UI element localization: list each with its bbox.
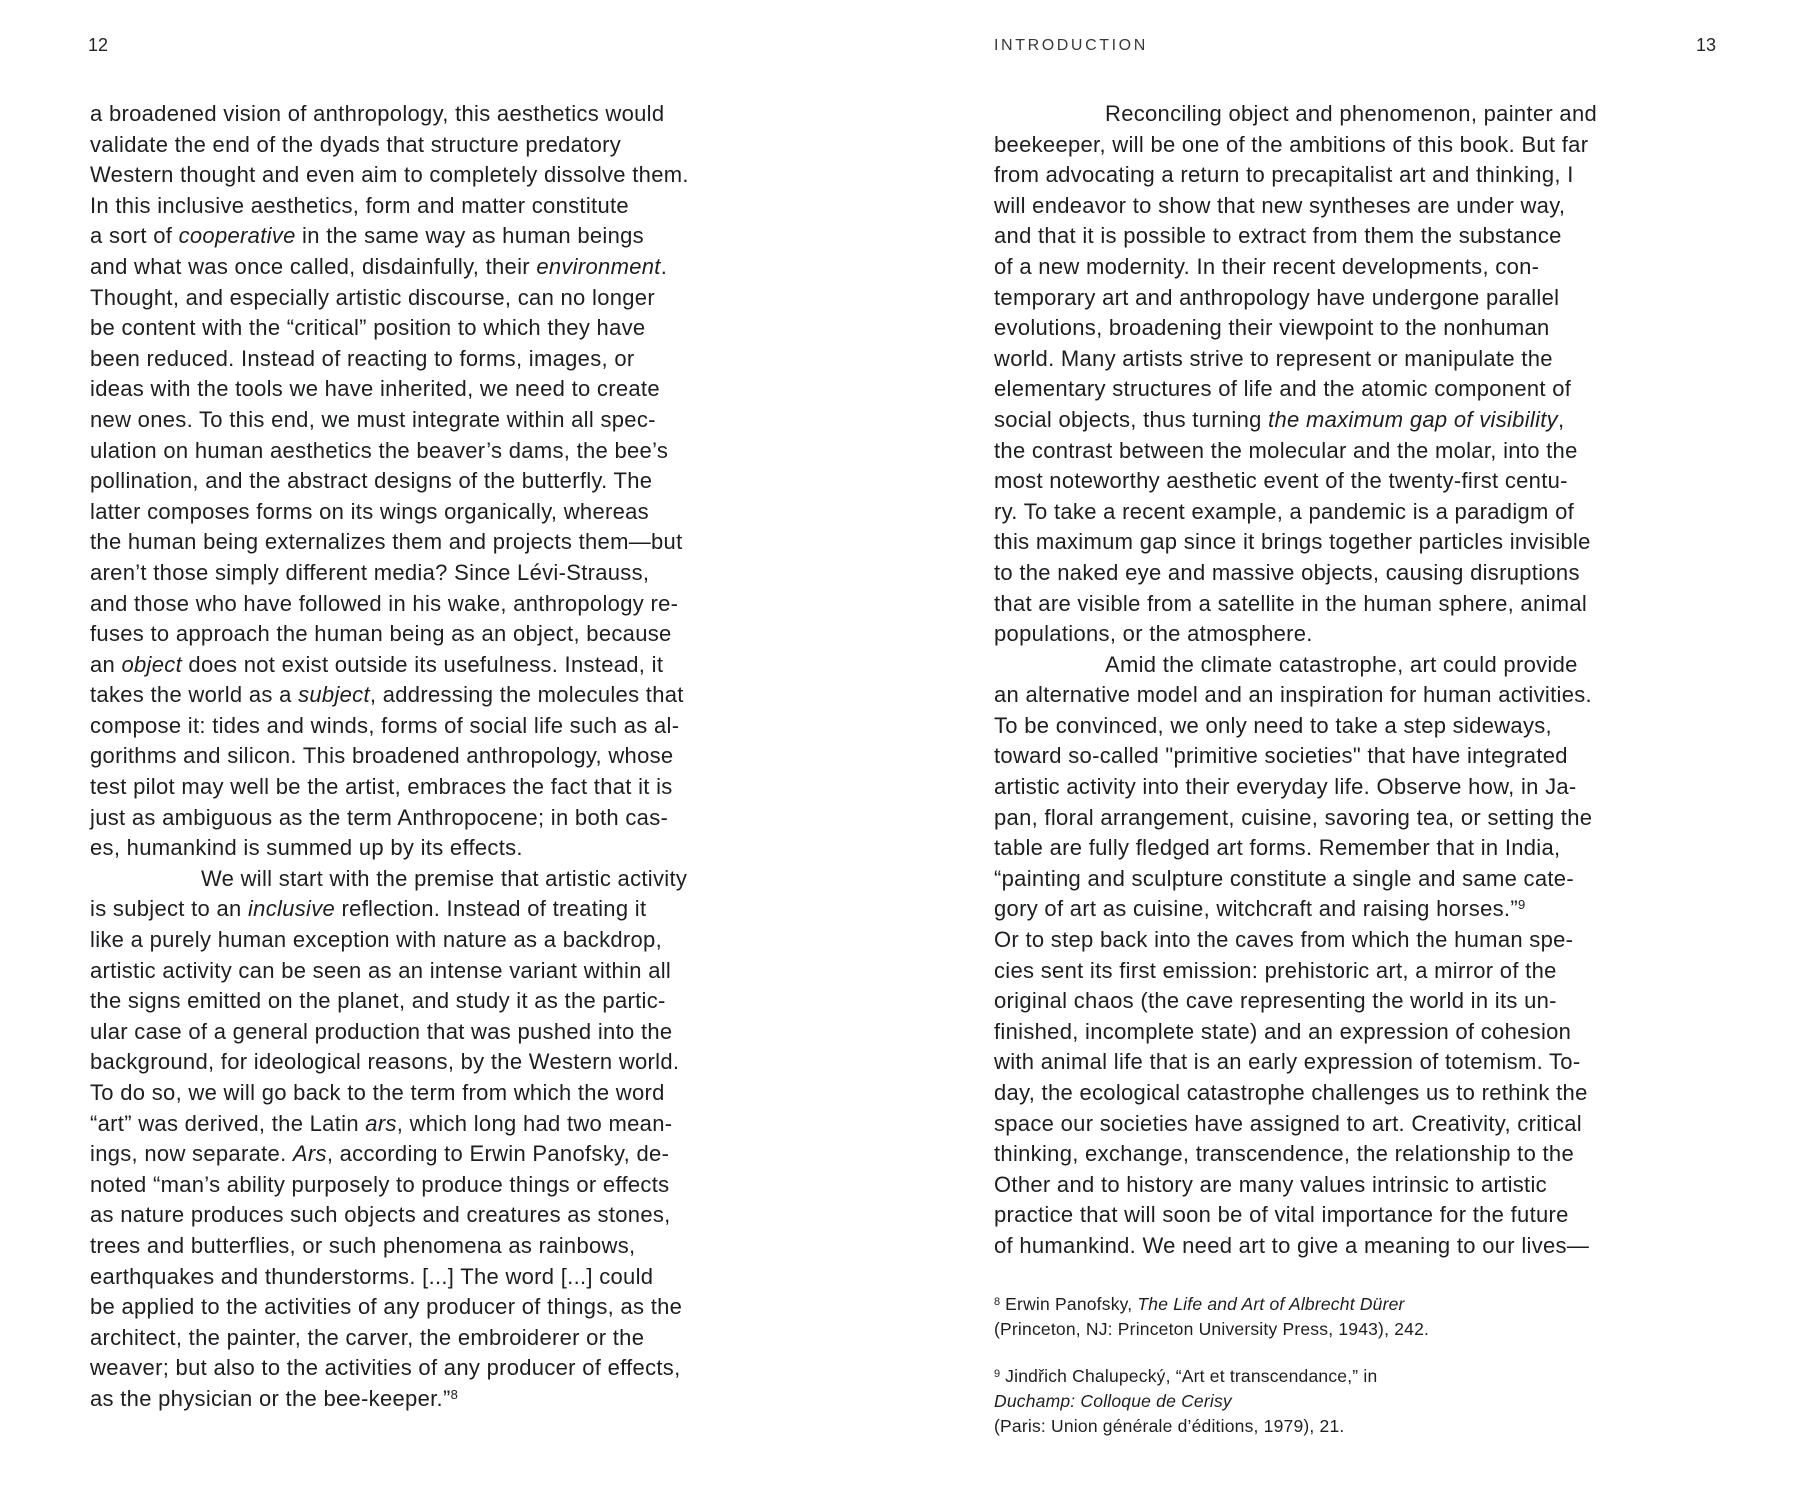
text-line: ry. To take a recent example, a pandemic is a paradigm of [994, 498, 1575, 524]
text-line: that are visible from a satellite in the human sphere, animal [994, 590, 1588, 616]
text-line: pollination, and the abstract designs of the butterfly. The [90, 468, 653, 494]
text-line: cies sent its first emission: prehistoric art, a mirror of the [994, 957, 1557, 983]
emphasized-text: object [121, 651, 182, 677]
footnotes [994, 1292, 1429, 1439]
text-line: earthquakes and thunderstorms. [...] The word [...] could [90, 1263, 654, 1289]
text-line: finished, incomplete state) and an expression of cohesion [994, 1018, 1572, 1044]
text-line: as nature produces such objects and creatures as stones, [90, 1202, 671, 1228]
text-line: aren’t those simply different media? Since Lévi-Strauss, [90, 559, 650, 585]
text-line: will endeavor to show that new syntheses are under way, [994, 192, 1566, 218]
text-line: of a new modernity. In their recent developments, con- [994, 253, 1540, 279]
emphasized-text: The Life and Art of Albrecht Dürer [1137, 1294, 1405, 1314]
text-line: from advocating a return to precapitalist art and thinking, I [994, 162, 1574, 188]
text-line: validate the end of the dyads that structure predatory [90, 131, 622, 157]
text-line: noted “man’s ability purposely to produce things or effects [90, 1171, 670, 1197]
footnote [994, 1364, 1429, 1439]
text-line: $^9$ Jindřich Chalupecký, “Art et transcendance,” in [994, 1366, 1378, 1386]
text-line: gorithms and silicon. This broadened anthropology, whose [90, 743, 674, 769]
text-line: space our societies have assigned to art. Creativity, critical [994, 1110, 1582, 1136]
running-head: INTRODUCTION [994, 37, 1148, 54]
text-line: “art” was derived, the Latin ars, which long had two mean- [90, 1110, 673, 1136]
text-line: Reconciling object and phenomenon, painter and [1105, 101, 1598, 126]
text-line [994, 1389, 1429, 1414]
text-line: compose it: tides and winds, forms of social life such as al- [90, 712, 680, 738]
text-line: latter composes forms on its wings organically, whereas [90, 498, 649, 524]
footnote-marker: 8 [994, 1296, 1001, 1308]
emphasized-text: cooperative [178, 223, 296, 249]
text-line: pan, floral arrangement, cuisine, savoring tea, or setting the [994, 804, 1593, 830]
text-line: been reduced. Instead of reacting to forms, images, or [90, 345, 635, 371]
footnote-marker: 9 [1517, 897, 1526, 913]
text-line: artistic activity can be seen as an intense variant within all [90, 957, 672, 983]
text-line: and what was once called, disdainfully, their environment. [90, 253, 668, 279]
text-line: es, humankind is summed up by its effects. [90, 835, 523, 861]
footnote-marker: 8 [450, 1386, 458, 1402]
text-line: Western thought and even aim to completely dissolve them. [90, 162, 689, 188]
text-line: the contrast between the molecular and the molar, into the [994, 437, 1578, 463]
right-page-text-column [994, 99, 1739, 1262]
text-line: takes the world as a subject, addressing the molecules that [90, 682, 684, 708]
text-line: toward so-called "primitive societies" that have integrated [994, 743, 1568, 769]
text-line: populations, or the atmosphere. [994, 621, 1313, 647]
text-line: to the naked eye and massive objects, causing disruptions [994, 559, 1580, 585]
text-line: beekeeper, will be one of the ambitions of this book. But far [994, 131, 1589, 157]
emphasized-text: environment [536, 253, 661, 279]
emphasized-text: Ars [292, 1141, 327, 1167]
text-line: fuses to approach the human being as an object, because [90, 621, 672, 647]
text-line: temporary art and anthropology have undergone parallel [994, 284, 1560, 310]
emphasized-text: subject [298, 682, 370, 708]
text-line: this maximum gap since it brings together particles invisible [994, 529, 1591, 555]
text-line: and that it is possible to extract from them the substance [994, 223, 1562, 249]
text-line: evolutions, broadening their viewpoint to the nonhuman [994, 315, 1550, 341]
text-line: To do so, we will go back to the term from which the word [90, 1080, 665, 1105]
text-line: artistic activity into their everyday life. Observe how, in Ja- [994, 774, 1577, 800]
page-number-left: 12 [88, 35, 109, 55]
text-line: In this inclusive aesthetics, form and matter constitute [90, 192, 629, 218]
text-line: architect, the painter, the carver, the embroiderer or the [90, 1324, 645, 1350]
text-line: trees and butterflies, or such phenomena as rainbows, [90, 1232, 636, 1258]
text-line: world. Many artists strive to represent or manipulate the [994, 345, 1553, 371]
emphasized-text: Duchamp: Colloque de Cerisy [994, 1391, 1232, 1411]
text-line: Other and to history are many values intrinsic to artistic [994, 1171, 1547, 1197]
text-line: an object does not exist outside its usefulness. Instead, it [90, 651, 664, 677]
text-line: and those who have followed in his wake, anthropology re- [90, 590, 679, 616]
text-line: $^8$ Erwin Panofsky, The Life and Art of Albrecht Dürer [994, 1294, 1405, 1314]
text-line: a broadened vision of anthropology, this aesthetics would [90, 101, 665, 126]
text-line: We will start with the premise that artistic activity [201, 865, 688, 891]
emphasized-text: ars [365, 1110, 397, 1136]
left-page-text-column [90, 99, 835, 1415]
text-line: new ones. To this end, we must integrate within all spec- [90, 406, 656, 432]
text-line: an alternative model and an inspiration for human activities. [994, 682, 1592, 708]
text-line: the human being externalizes them and projects them—but [90, 529, 683, 555]
emphasized-text: inclusive [247, 896, 336, 922]
text-line: gory of art as cuisine, witchcraft and raising horses.”$^9$ [994, 896, 1526, 922]
text-line: with animal life that is an early expression of totemism. To- [994, 1049, 1581, 1075]
footnote-marker: 9 [994, 1368, 1001, 1380]
text-line: Or to step back into the caves from which the human spe- [994, 927, 1574, 953]
text-line: original chaos (the cave representing the world in its un- [994, 988, 1557, 1014]
text-line: of humankind. We need art to give a meaning to our lives— [994, 1232, 1590, 1258]
text-line: a sort of cooperative in the same way as human beings [90, 223, 644, 249]
text-line: ideas with the tools we have inherited, we need to create [90, 376, 660, 402]
footnote [994, 1292, 1429, 1342]
text-line: just as ambiguous as the term Anthropocene; in both cas- [90, 804, 669, 830]
text-line: most noteworthy aesthetic event of the twenty-first centu- [994, 468, 1568, 494]
text-line: ulation on human aesthetics the beaver’s dams, the bee’s [90, 437, 669, 463]
text-line: social objects, thus turning the maximum gap of visibility, [994, 406, 1565, 432]
text-line: “painting and sculpture constitute a single and same cate- [994, 865, 1574, 891]
text-line: (Princeton, NJ: Princeton University Press, 1943), 242. [994, 1319, 1430, 1339]
text-line: test pilot may well be the artist, embraces the fact that it is [90, 774, 673, 800]
page-number-right: 13 [1696, 35, 1717, 55]
text-line: day, the ecological catastrophe challenges us to rethink the [994, 1080, 1588, 1105]
text-line: weaver; but also to the activities of any producer of effects, [90, 1355, 681, 1381]
text-line: the signs emitted on the planet, and study it as the partic- [90, 988, 666, 1014]
text-line: practice that will soon be of vital importance for the future [994, 1202, 1569, 1228]
text-line: background, for ideological reasons, by the Western world. [90, 1049, 680, 1075]
text-line: be applied to the activities of any producer of things, as the [90, 1294, 683, 1320]
text-line: like a purely human exception with nature as a backdrop, [90, 927, 663, 953]
text-line: elementary structures of life and the atomic component of [994, 376, 1572, 402]
text-line: is subject to an inclusive reflection. Instead of treating it [90, 896, 647, 922]
text-line: Amid the climate catastrophe, art could provide [1105, 651, 1578, 677]
text-line: To be convinced, we only need to take a step sideways, [994, 712, 1552, 738]
text-line: be content with the “critical” position to which they have [90, 315, 646, 341]
text-line: as the physician or the bee-keeper.”$^8$ [90, 1385, 458, 1411]
text-line: (Paris: Union générale d’éditions, 1979), 21. [994, 1416, 1345, 1436]
emphasized-text: the maximum gap of visibility [1268, 406, 1558, 432]
text-line: ular case of a general production that was pushed into the [90, 1018, 673, 1044]
text-line: Thought, and especially artistic discourse, can no longer [90, 284, 655, 310]
text-line: thinking, exchange, transcendence, the relationship to the [994, 1141, 1574, 1167]
text-line: table are fully fledged art forms. Remember that in India, [994, 835, 1561, 861]
text-line: ings, now separate. Ars, according to Erwin Panofsky, de- [90, 1141, 670, 1167]
